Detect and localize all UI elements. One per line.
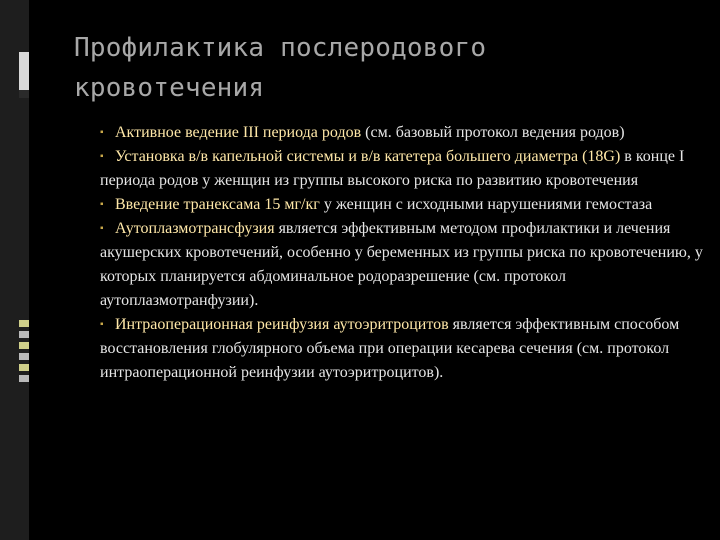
- slide-title: [74, 28, 694, 108]
- bullet-item: [100, 193, 705, 217]
- bullet-icon: ▪: [100, 199, 104, 210]
- decorative-stripe: [19, 375, 29, 382]
- bullet-text: является эффективным методом профилактики и лечения акушерских кровотечений, особенно у беременных из группы риска по кровотечению, у которых планируется абдоминальное родоразрешение (см. протокол аутоплазмотранфузии).: [100, 220, 703, 309]
- decorative-block-dark: [19, 90, 29, 98]
- bullet-item: [100, 145, 705, 193]
- bullet-text: является эффективным способом восстановления глобулярного объема при операции кесарева сечения (см. протокол интраоперационной реинфузии аутоэритроцитов).: [100, 316, 680, 381]
- decorative-stripe: [19, 364, 29, 371]
- bullet-text: (см. базовый протокол ведения родов): [361, 124, 625, 141]
- left-decorative-bar: [0, 0, 29, 540]
- decorative-stripe: [19, 320, 29, 327]
- decorative-block: [19, 52, 29, 90]
- bullet-text: у женщин с исходными нарушениями гемостаза: [319, 196, 653, 213]
- bullet-item: [100, 121, 705, 145]
- decorative-stripe: [19, 353, 29, 360]
- bullet-highlight: Аутоплазмотрансфузия: [115, 220, 275, 237]
- slide-title-line2: кровотечения: [74, 73, 265, 103]
- bullet-icon: ▪: [100, 223, 104, 234]
- bullet-item: [100, 217, 705, 313]
- decorative-stripe: [19, 331, 29, 338]
- bullet-highlight: Установка в/в капельной системы и в/в катетера большего диаметра (18G): [115, 148, 621, 165]
- bullet-highlight: Активное ведение III периода родов: [115, 124, 362, 141]
- bullet-highlight: Введение транексама 15 мг/кг: [115, 196, 320, 213]
- bullet-item: [100, 313, 705, 385]
- bullet-list: [100, 121, 705, 385]
- decorative-stripes: [19, 320, 29, 386]
- bullet-text: в конце I периода родов у женщин из группы высокого риска по развитию кровотечения: [100, 148, 685, 189]
- bullet-highlight: Интраоперационная реинфузия аутоэритроцитов: [115, 316, 449, 333]
- decorative-stripe: [19, 342, 29, 349]
- slide-title-line1: Профилактика послеродового: [74, 33, 487, 63]
- bullet-icon: ▪: [100, 151, 104, 162]
- bullet-icon: ▪: [100, 127, 104, 138]
- bullet-icon: ▪: [100, 319, 104, 330]
